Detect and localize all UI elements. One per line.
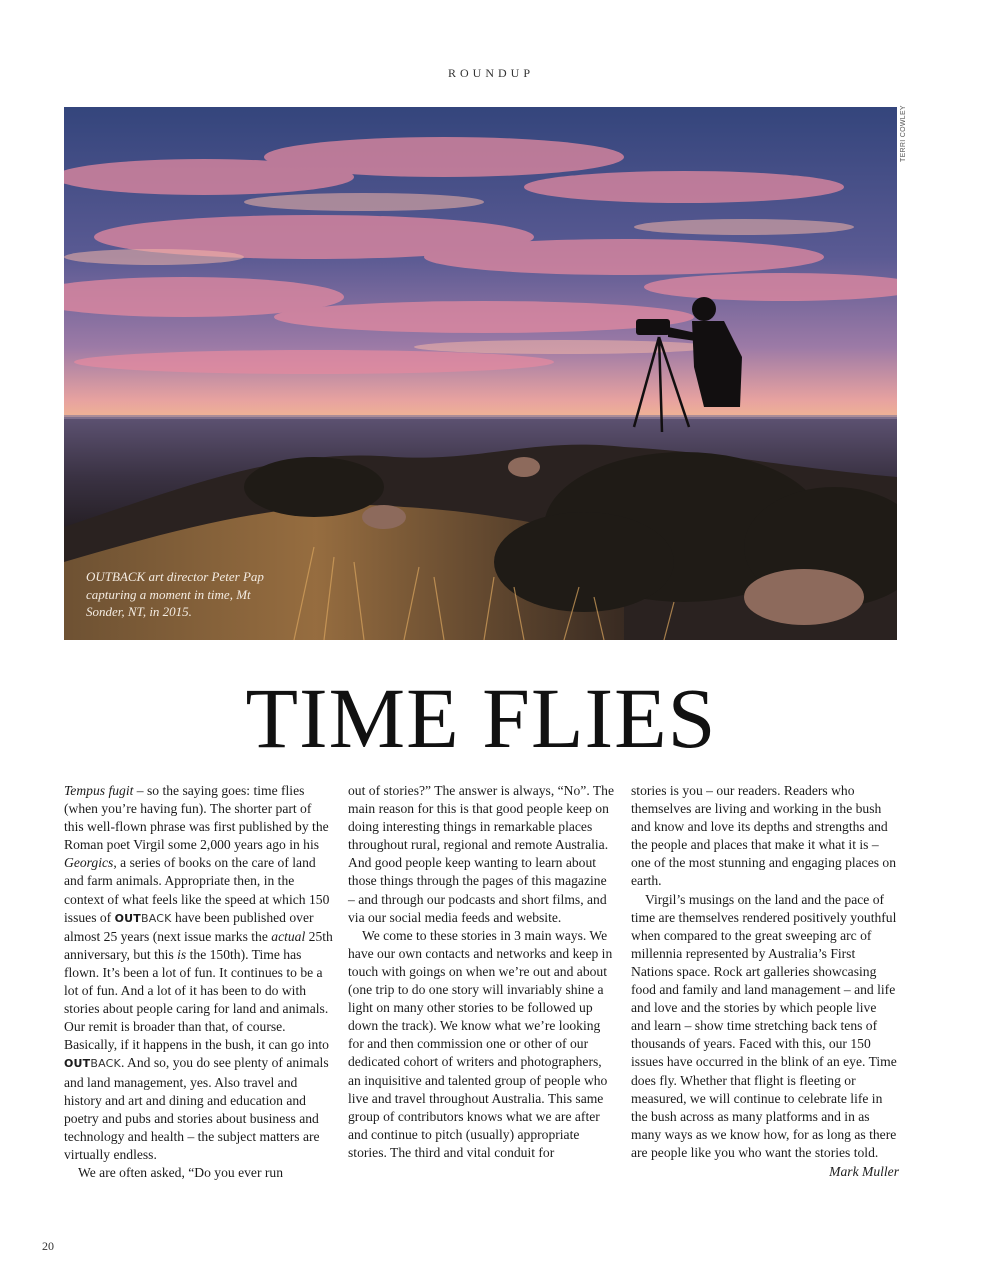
paragraph: We are often asked, “Do you ever run	[78, 1164, 283, 1180]
section-label: ROUNDUP	[447, 66, 534, 80]
paragraph: We come to these stories in 3 main ways. We have our own contacts and networks and keep in touch with goings on when we’re out and about (one trip to do one story will invariably shine a light on many other stories to be followed up down the track). We know what we’re looking for and then commission one or other of our dedicated cohort of writers and photographers, an inquisitive and talented group of people who live and travel throughout Australia. This same group of contributors knows what we are after and continue to pitch (usually) appropriate stories. The third and vital conduit for	[348, 927, 613, 1160]
photo-caption: OUTBACK art director Peter Pap capturing a moment in time, Mt Sonder, NT, in 2015.	[86, 569, 264, 619]
page-number: 20	[42, 1239, 54, 1253]
article-column-3	[631, 782, 899, 1181]
article-column-2	[348, 782, 616, 1162]
headline: TIME FLIES	[245, 670, 717, 766]
paragraph: Virgil’s musings on the land and the pace of time are themselves rendered positively youthful when compared to the great sweeping arc of millennia represented by Australia’s First Nations space. Rock art galleries showcasing food and family and land management – and life and love and the stories by which people live and learn – show time stretching back tens of thousands of years. Faced with this, our 150 issues have occurred in the blink of an eye. Time does fly. Whether that flight is fleeting or measured, we will continue to celebrate life in the bush across as many platforms and in as many ways as we know how, for as long as there are people like you who want the stories told.	[631, 891, 897, 1160]
paragraph: stories is you – our readers. Readers who themselves are living and working in the bush and know and love its depths and strengths and the people and places that make it what it is – one of the most stunning and engaging places on earth.	[631, 783, 897, 889]
outback-wordmark: OUTBACK	[64, 1057, 121, 1071]
hero-photo	[64, 107, 897, 640]
paragraph: Tempus fugit – so the saying goes: time flies (when you’re having fun). The shorter part of this well-flown phrase was first published by the Roman poet Virgil some 2,000 years ago in his Georgics, a series of books on the care of land and farm animals. Appropriate then, in the context of what feels like the speed at which 150 issues of OUTBACK have been published over almost 25 years (next issue marks the actual 25th anniversary, but this is the 150th). Time has flown. It’s been a lot of fun. It continues to be a lot of fun. And a lot of it has been to do with stories about people caring for land and animals. Our remit is broader than that, of course. Basically, if it happens in the bush, it can go into OUTBACK. And so, you do see plenty of animals and land management, yes. Also travel and history and art and dining and education and poetry and pubs and stories about business and technology and health – the subject matters are virtually endless.	[64, 783, 333, 1162]
article-column-1	[64, 782, 334, 1182]
photo-credit: TERRI COWLEY	[900, 105, 907, 162]
author-signoff: Mark Muller	[829, 1163, 899, 1179]
sunset-photographer-image	[64, 107, 897, 640]
paragraph: out of stories?” The answer is always, “No”. The main reason for this is that good people keep on doing interesting things in remarkable places throughout rural, regional and remote Australia. And good people keep wanting to learn about those things through the pages of this magazine – and through our podcasts and short films, and via our social media feeds and website.	[348, 783, 615, 925]
outback-wordmark: OUTBACK	[114, 911, 172, 925]
